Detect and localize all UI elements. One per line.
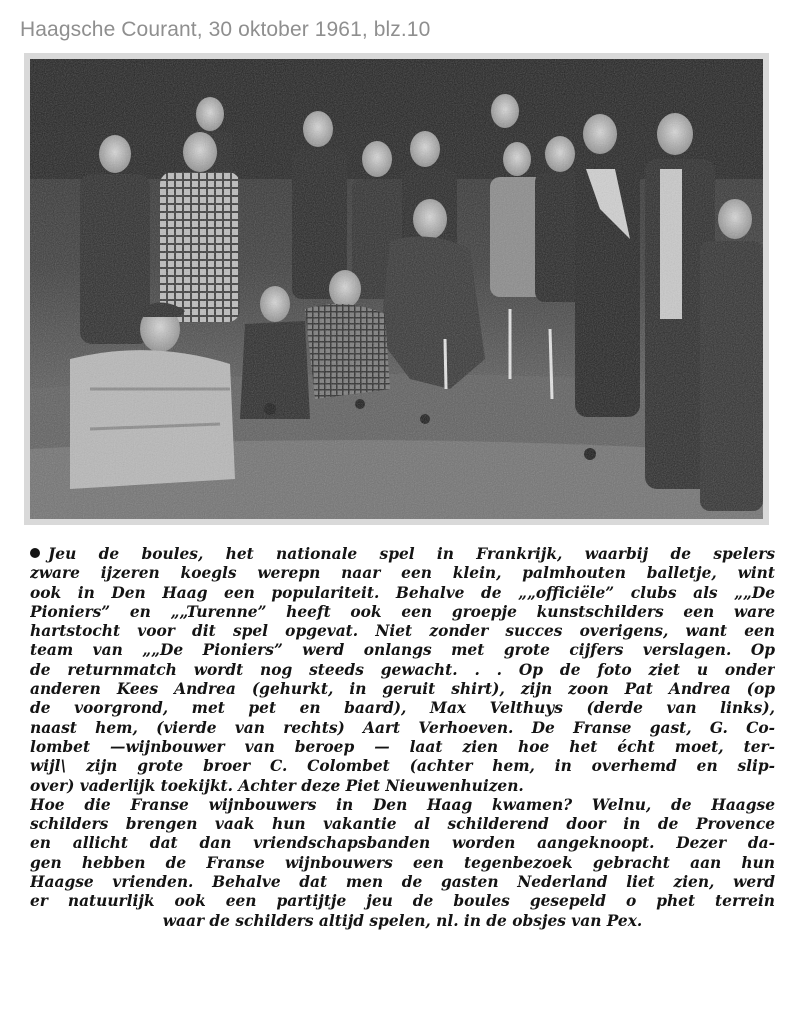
article-line: Haagse vrienden. Behalve dat men de gasten Nederland liet zien, werd [30, 873, 775, 892]
article-line: hartstocht voor dit spel opgevat. Niet zonder succes overigens, want een [30, 622, 775, 641]
article-line: wijl\ zijn grote broer C. Colombet (achter hem, in overhemd en slip- [30, 757, 775, 776]
article-line: team van „„De Pioniers” werd onlangs met grote cijfers verslagen. Op [30, 641, 775, 660]
article-line: er natuurlijk ook een partijtje jeu de boules gesepeld o phet terrein [30, 892, 775, 911]
article-body [30, 545, 775, 931]
article-line: gen hebben de Franse wijnbouwers een tegenbezoek gebracht aan hun [30, 853, 775, 872]
article-line: ook in Den Haag een populariteit. Behalve de „„officiële” clubs als „„De [30, 583, 775, 602]
article-line: de voorgrond, met pet en baard), Max Velthuys (derde van links), [30, 699, 775, 718]
bullet-icon [30, 548, 40, 558]
article-line: over) vaderlijk toekijkt. Achter deze Piet Nieuwenhuizen. [30, 776, 524, 795]
source-citation: Haagsche Courant, 30 oktober 1961, blz.10 [20, 18, 431, 41]
article-line: zware ijzeren koegls werepn naar een klein, palmhouten balletje, wint [30, 564, 775, 583]
article-line: schilders brengen vaak hun vakantie al schilderend door in de Provence [30, 815, 775, 834]
article-line: anderen Kees Andrea (gehurkt, in geruit shirt), zijn zoon Pat Andrea (op [30, 680, 775, 699]
article-line: Jeu de boules, het nationale spel in Frankrijk, waarbij de spelers [30, 545, 775, 564]
newspaper-photo [24, 53, 769, 525]
article-line: Hoe die Franse wijnbouwers in Den Haag kwamen? Welnu, de Haagse [30, 795, 775, 814]
article-line: en allicht dat dan vriendschapsbanden worden aangeknoopt. Dezer da- [30, 834, 775, 853]
article-line: Pioniers” en „„Turenne” heeft ook een groepje kunstschilders een ware [30, 602, 775, 621]
article-line: lombet —wijnbouwer van beroep — laat zien hoe het écht moet, ter- [30, 737, 775, 756]
group-photo-image [30, 59, 763, 519]
article-line: waar de schilders altijd spelen, nl. in de obsjes van Pex. [162, 911, 643, 930]
article-line: de returnmatch wordt nog steeds gewacht. . . Op de foto ziet u onder [30, 660, 775, 679]
article-line: naast hem, (vierde van rechts) Aart Verhoeven. De Franse gast, G. Co- [30, 718, 775, 737]
